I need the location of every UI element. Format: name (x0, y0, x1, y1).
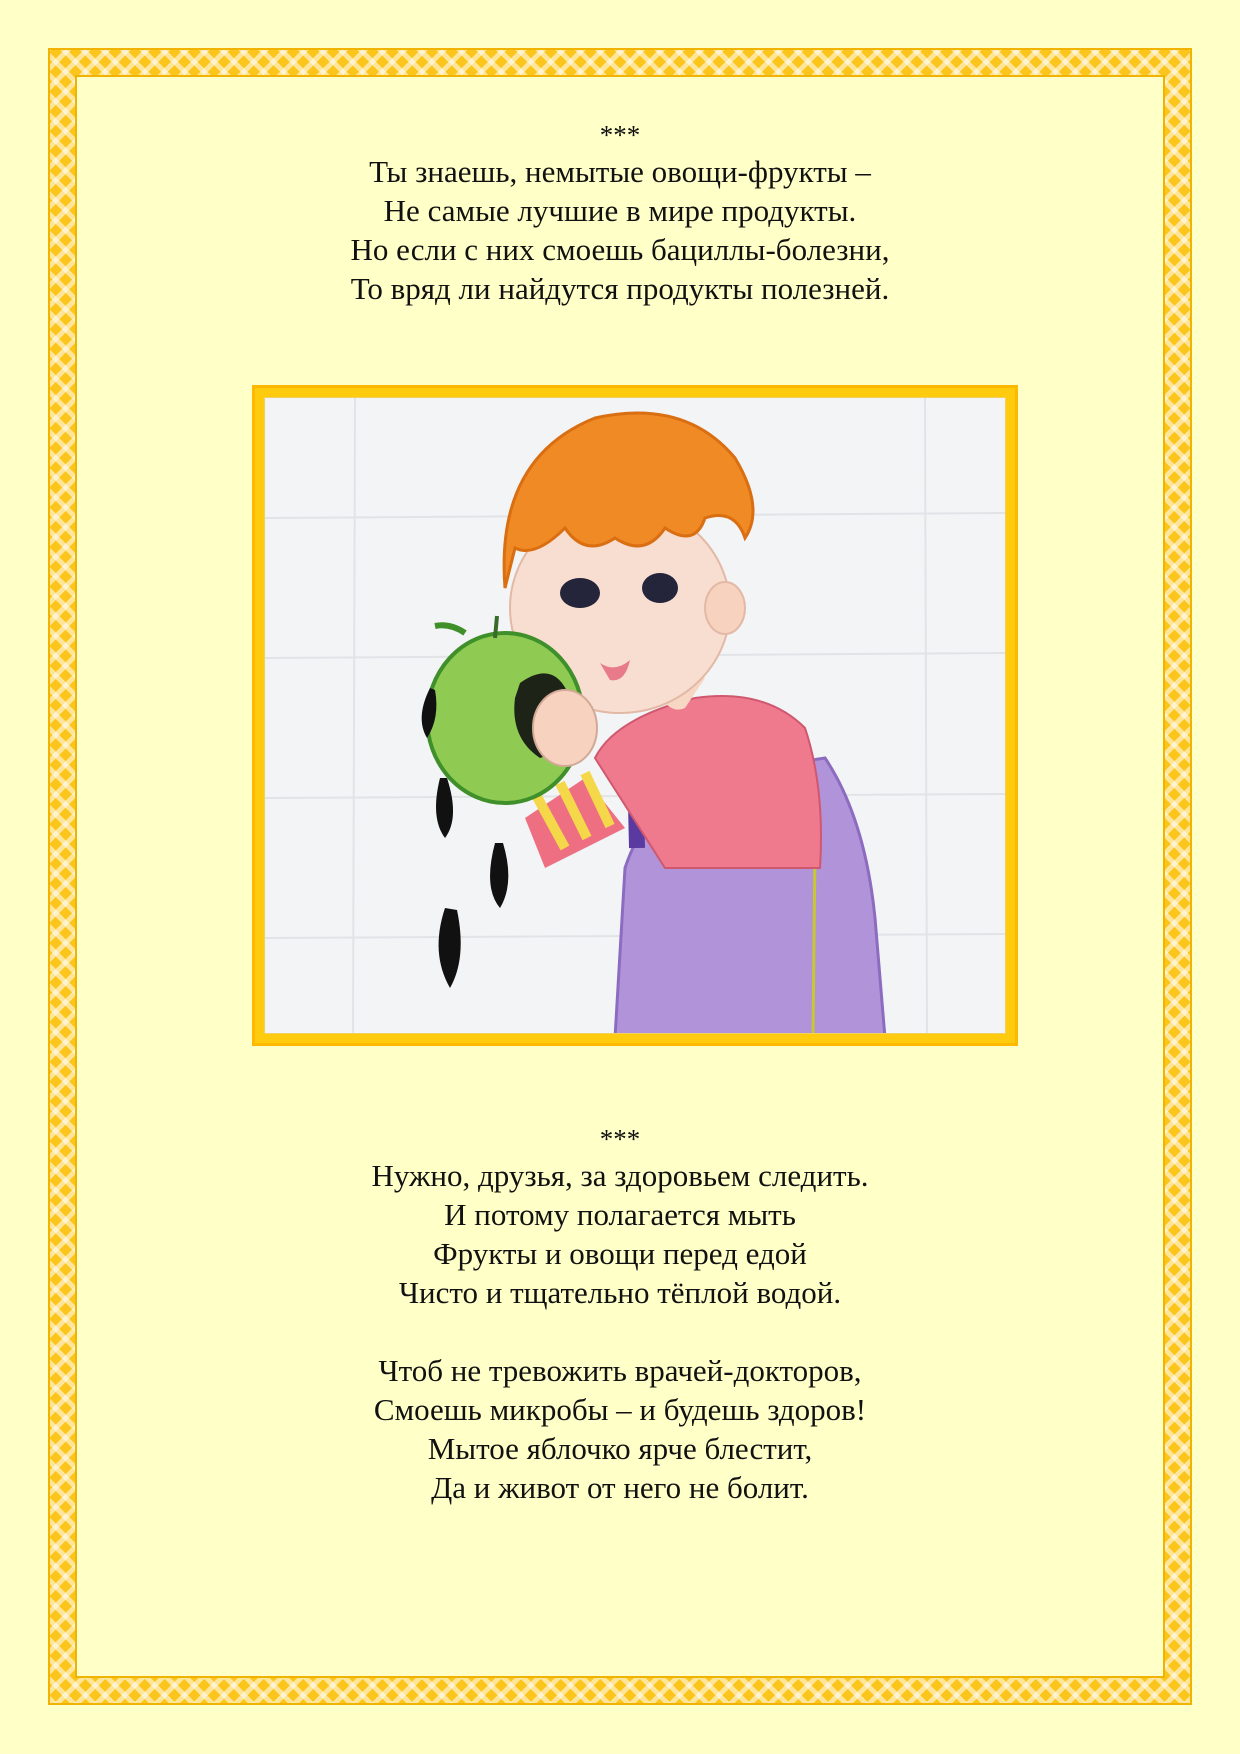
poem-line: То вряд ли найдутся продукты полезней. (350, 271, 890, 306)
drawing-svg (265, 398, 1005, 1033)
poem-line: Фрукты и овощи перед едой (433, 1236, 807, 1271)
poem-line: Не самые лучшие в мире продукты. (383, 193, 857, 228)
poem-line: Да и живот от него не болит. (431, 1470, 809, 1505)
poem-line: Но если с них смоешь бациллы-болезни, (350, 232, 890, 267)
poem-line: Мытое яблочко ярче блестит, (427, 1431, 813, 1466)
stanza-gap (200, 1312, 1040, 1351)
poem-top (200, 118, 1040, 308)
poem-line: Чтоб не тревожить врачей-докторов, (378, 1353, 862, 1388)
poem-line: Нужно, друзья, за здоровьем следить. (371, 1158, 869, 1193)
poem-line: И потому полагается мыть (444, 1197, 796, 1232)
poem-bottom (200, 1122, 1040, 1507)
stanza-separator: *** (599, 120, 641, 150)
poem-line: Ты знаешь, немытые овощи-фрукты – (369, 154, 871, 189)
child-drawing-illustration (264, 397, 1006, 1034)
poem-line: Чисто и тщательно тёплой водой. (398, 1275, 842, 1310)
stanza-separator: *** (599, 1124, 641, 1154)
poem-line: Смоешь микробы – и будешь здоров! (373, 1392, 867, 1427)
